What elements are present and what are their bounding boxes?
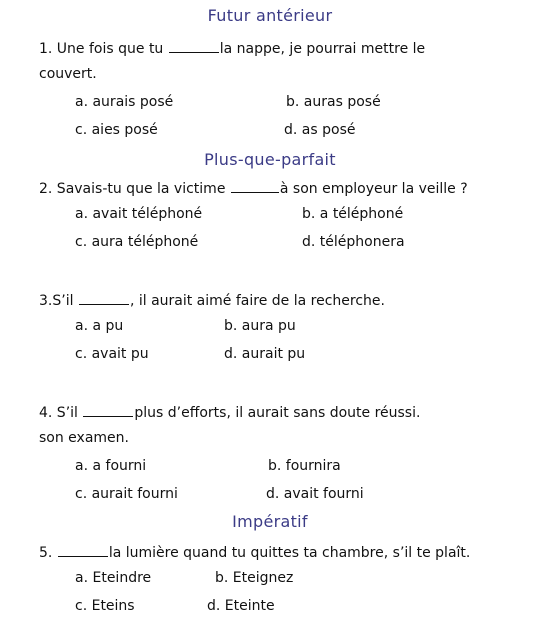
question-5-option-c[interactable]: c. Eteins: [75, 598, 135, 614]
question-4-option-a[interactable]: a. a fourni: [75, 458, 147, 474]
question-4-suffix: plus d’efforts, il aurait sans doute réussi.: [134, 405, 421, 421]
section-heading-plus-que-parfait: Plus-que-parfait: [204, 150, 336, 169]
question-4-option-d[interactable]: d. avait fourni: [266, 486, 364, 502]
question-1: [39, 38, 425, 57]
question-4-option-c[interactable]: c. aurait fourni: [75, 486, 178, 502]
question-1-option-d[interactable]: d. as posé: [284, 122, 356, 138]
question-5-blank: [58, 542, 108, 557]
question-1-option-c[interactable]: c. aies posé: [75, 122, 158, 138]
question-2-prefix: 2. Savais-tu que la victime: [39, 181, 230, 197]
question-2-suffix: à son employeur la veille ?: [279, 181, 468, 197]
question-5-prefix: 5.: [39, 545, 57, 561]
question-3-option-b[interactable]: b. aura pu: [224, 318, 296, 334]
question-1-option-b[interactable]: b. auras posé: [286, 94, 381, 110]
question-5: [39, 542, 470, 561]
question-5-suffix: la lumière quand tu quittes ta chambre, s’il te plaît.: [108, 545, 471, 561]
question-1-prefix: 1. Une fois que tu: [39, 41, 168, 57]
question-4: [39, 402, 420, 421]
question-1-blank: [169, 38, 219, 53]
question-3-blank: [79, 290, 129, 305]
question-4-prefix: 4. S’il: [39, 405, 83, 421]
question-2-option-d[interactable]: d. téléphonera: [302, 234, 405, 250]
question-4-option-b[interactable]: b. fournira: [268, 458, 341, 474]
question-5-option-a[interactable]: a. Eteindre: [75, 570, 152, 586]
question-3: [39, 290, 385, 309]
question-3-option-d[interactable]: d. aurait pu: [224, 346, 306, 362]
question-2-blank: [231, 178, 279, 193]
question-1-option-a[interactable]: a. aurais posé: [75, 94, 174, 110]
question-1-suffix: la nappe, je pourrai mettre le: [219, 41, 426, 57]
question-2-option-a[interactable]: a. avait téléphoné: [75, 206, 203, 222]
question-5-option-b[interactable]: b. Eteignez: [215, 570, 294, 586]
question-1-continuation: couvert.: [39, 66, 97, 82]
question-3-suffix: , il aurait aimé faire de la recherche.: [129, 293, 385, 309]
section-heading-imperatif: Impératif: [232, 512, 308, 531]
question-4-blank: [83, 402, 133, 417]
question-3-option-a[interactable]: a. a pu: [75, 318, 124, 334]
question-5-option-d[interactable]: d. Eteinte: [207, 598, 275, 614]
question-3-prefix: 3.S’il: [39, 293, 78, 309]
question-3-option-c[interactable]: c. avait pu: [75, 346, 149, 362]
question-2-option-b[interactable]: b. a téléphoné: [302, 206, 404, 222]
question-2-option-c[interactable]: c. aura téléphoné: [75, 234, 199, 250]
question-4-continuation: son examen.: [39, 430, 129, 446]
section-heading-futur-anterieur: Futur antérieur: [207, 6, 333, 25]
question-2: [39, 178, 468, 197]
